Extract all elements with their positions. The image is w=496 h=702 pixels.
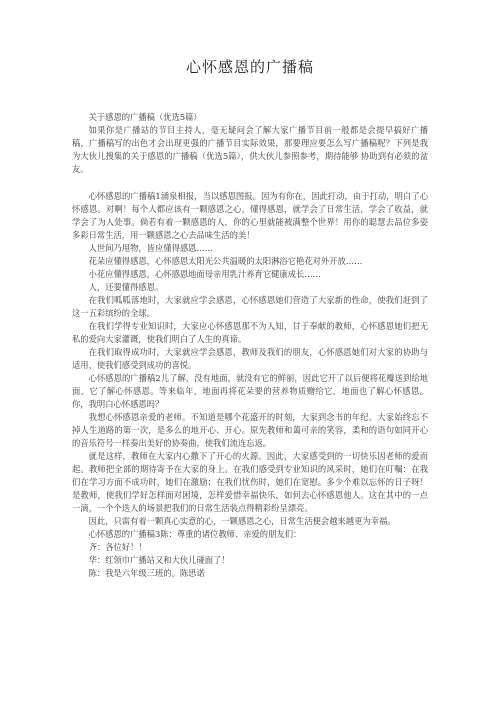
paragraph: 人，还要懂得感恩。 [88, 282, 164, 292]
document-title: 心怀感恩的广播稿 [185, 58, 314, 76]
paragraph: 我想心怀感恩亲爱的老师。不知道是哪个花盛开的时刻，大家到念书的年纪。大家始终忘不掉人生道路的第一次，是多么的地开心、开心。原先教师和蔼可亲的笑容，柔和的语句如同开心的音乐符号一样奏出美好的协奏曲，使我们流连忘返。 [72, 412, 428, 448]
paragraph: 小花应懂得感恩，心怀感恩地面母亲用乳汁养育它健康成长…… [88, 269, 321, 279]
paragraph: 心怀感恩的广播稿2儿了解，没有地面，就没有它的鲜丽，因此它开了以后便将花瓣送到给地面，它了解心怀感恩。等来临年，地面再将花朵要的营养物质赠给它，地面也了解心怀感恩。你，我明白心怀感恩吗？ [72, 373, 428, 409]
document-body [72, 111, 428, 580]
paragraph: 心怀感恩的广播稿3陈：尊重的诸位教师、亲爱的朋友们： [88, 529, 302, 539]
paragraph: 齐：各位好！！ [88, 542, 147, 552]
paragraph: 华：红领巾广播站又和大伙儿碰面了！ [88, 555, 230, 565]
paragraph: 如果你是广播站的节目主持人，毫无疑问会了解大家广播节目前一般都是会提早搞好广播稿，广播稿写的出色才会出现更强的广播节目实际效果，那要理应要怎么写广播稿呢？下列是我为大伙儿搜集的关于感恩的广播稿（优选5篇），供大伙儿参照参考，期待能够 协助到有必须的盆友。 [72, 125, 428, 174]
paragraph: 在我们呱呱落地时，大家就应学会感恩，心怀感恩她们营造了大家新的性命，使我们赶到了这一五彩缤纷的全球。 [72, 295, 428, 318]
paragraph: 心怀感恩的广播稿1涌泉相报，当以感恩图报。因为有你在，因此打动，由于打动，明白了心怀感恩。对啊！每个人都应该有一颗感恩之心，懂得感恩，就学会了日常生活，学会了收益，就学会了为人处事。倘若有着一颗感恩的人，你的心里就能被满整个世界！用你的聪慧去品位多姿多彩日常生活，用一颗感恩之心去品味生活的美！ [72, 191, 428, 240]
paragraph: 就是这样，教师在大家内心撒下了开心的火源。因此，大家感受到的一切快乐因老师的爱而起。教师把全部的期待寄予在大家的身上。在我们感受到专业知识的风采时，她们在叮嘱：在我们在学习方面不成功时，她们在激励；在我们忧伤时，她们在宽慰。多少个难以忘怀的日子呀！是教师，使我们学好怎样面对困境，怎样爱惜幸福快乐，如何去心怀感恩他人。这在其中的一点一滴，一个个迭人的场景把我们的日常生活装点得精彩纷呈漂亮。 [72, 451, 428, 513]
paragraph: 人世间乃甩物，皆应懂得感恩…… [88, 243, 214, 253]
paragraph: 在我们学得专业知识时，大家应心怀感恩那不为人知，甘于奉献的教师，心怀感恩她们把无私的爱向大家灌溉，使我们明白了人生的真谛。 [72, 321, 428, 344]
paragraph: 在我们取得成功时，大家就应学会感恩，教师及我们的朋友，心怀感恩她们对大家的协助与适用，使我们感受到成功的喜悦。 [72, 347, 428, 370]
paragraph: 花朵应懂得感恩，心怀感恩太阳光公共温暖的太阳淋浴它艳花对外开放…… [88, 256, 363, 266]
paragraph: 因此，只需有着一颗真心实意的心，一颗感恩之心，日常生活便会越来越更为幸福。 [88, 516, 396, 526]
paragraph: 关于感恩的广播稿（优选5篇） [88, 112, 202, 122]
paragraph: 陈：我是六年级三班的。陈思诺 [88, 568, 205, 578]
